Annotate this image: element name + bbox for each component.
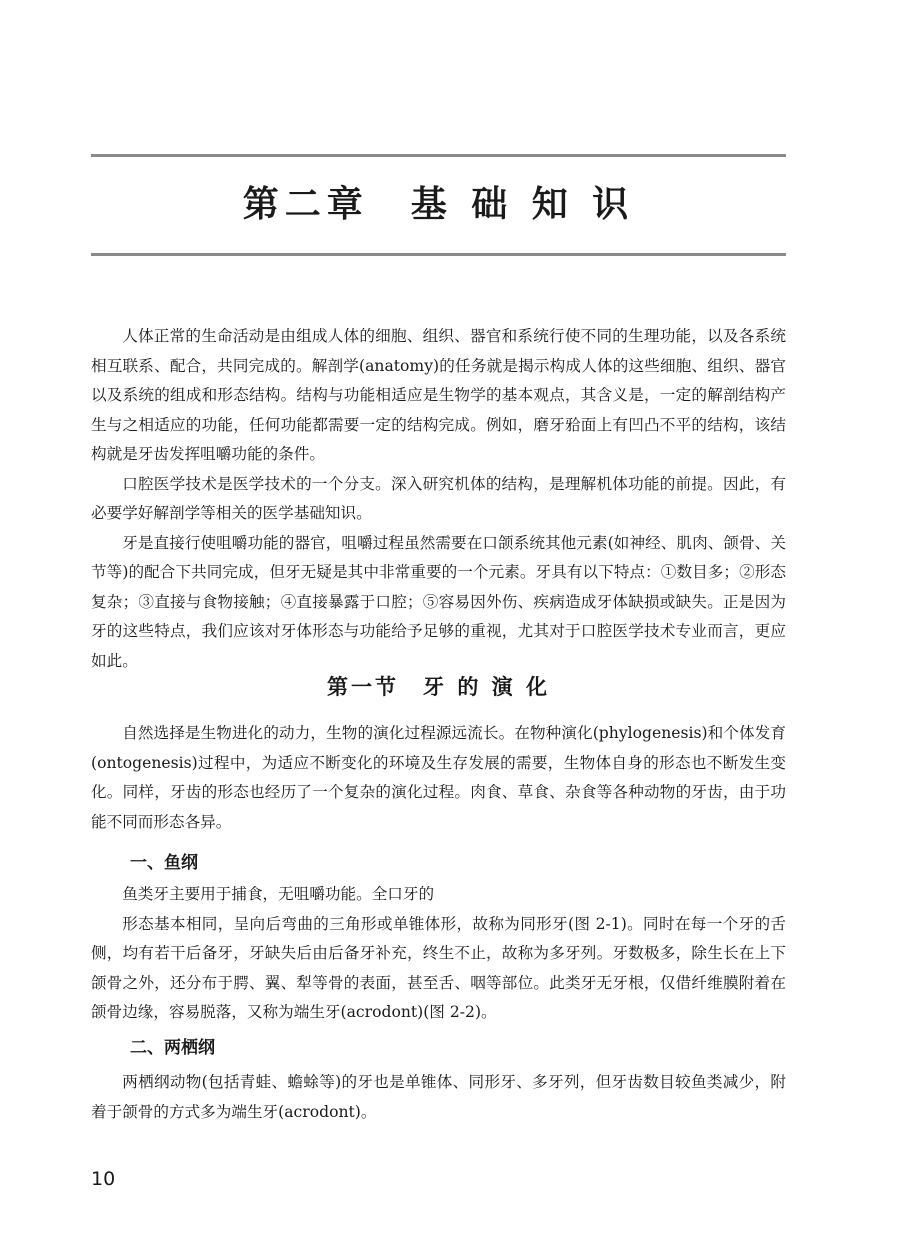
intro-text — [91, 322, 786, 676]
chapter-top-rule — [91, 154, 786, 157]
section-title: 第一节 牙 的 演 化 — [327, 675, 550, 699]
page-number: 10 — [91, 1168, 116, 1190]
intro-paragraph-1: 人体正常的生命活动是由组成人体的细胞、组织、器官和系统行使不同的生理功能，以及各系统相互联系、配合，共同完成的。解剖学(anatomy)的任务就是揭示构成人体的这些细胞、组织、器官以及系统的组成和形态结构。结构与功能相适应是生物学的基本观点，其含义是，一定的解剖结构产生与之相适应的功能，任何功能都需要一定的结构完成。例如，磨牙𬌗面上有凹凸不平的结构，该结构就是牙齿发挥咀嚼功能的条件。 — [91, 327, 786, 463]
subsection-heading-amphibian: 二、两栖纲 — [130, 1038, 215, 1058]
chapter-title: 第二章 基 础 知 识 — [242, 184, 635, 225]
intro-paragraph-2: 口腔医学技术是医学技术的一个分支。深入研究机体的结构，是理解机体功能的前提。因此，有必要学好解剖学等相关的医学基础知识。 — [91, 474, 786, 522]
section-text — [91, 719, 786, 837]
fish-line-1: 鱼类牙主要用于捕食，无咀嚼功能。全口牙的 — [122, 885, 435, 903]
amphibian-text — [91, 1068, 786, 1127]
amphibian-paragraph: 两栖纲动物(包括青蛙、蟾蜍等)的牙也是单锥体、同形牙、多牙列，但牙齿数目较鱼类减少，附着于颌骨的方式多为端生牙(acrodont)。 — [91, 1073, 786, 1121]
fish-text — [91, 880, 786, 1028]
subsection-heading-fish: 一、鱼纲 — [130, 853, 198, 873]
fish-paragraph: 形态基本相同，呈向后弯曲的三角形或单锥体形，故称为同形牙(图 2-1)。同时在每一个牙的舌侧，均有若干后备牙，牙缺失后由后备牙补充，终生不止，故称为多牙列。牙数极多，除生长在上下颌骨之外，还分布于腭、翼、犁等骨的表面，甚至舌、咽等部位。此类牙无牙根，仅借纤维膜附着在颌骨边缘，容易脱落，又称为端生牙(acrodont)(图 2-2)。 — [91, 914, 786, 1021]
intro-paragraph-3: 牙是直接行使咀嚼功能的器官，咀嚼过程虽然需要在口颌系统其他元素(如神经、肌肉、颌骨、关节等)的配合下共同完成，但牙无疑是其中非常重要的一个元素。牙具有以下特点：①数目多；②形态复杂；③直接与食物接触；④直接暴露于口腔；⑤容易因外伤、疾病造成牙体缺损或缺失。正是因为牙的这些特点，我们应该对牙体形态与功能给予足够的重视，尤其对于口腔医学技术专业而言，更应如此。 — [91, 533, 786, 670]
chapter-bottom-rule — [91, 253, 786, 256]
section-paragraph: 自然选择是生物进化的动力，生物的演化过程源远流长。在物种演化(phylogenesis)和个体发育(ontogenesis)过程中，为适应不断变化的环境及生存发展的需要，生物体自身的形态也不断发生变化。同样，牙齿的形态也经历了一个复杂的演化过程。肉食、草食、杂食等各种动物的牙齿，由于功能不同而形态各异。 — [91, 724, 786, 831]
